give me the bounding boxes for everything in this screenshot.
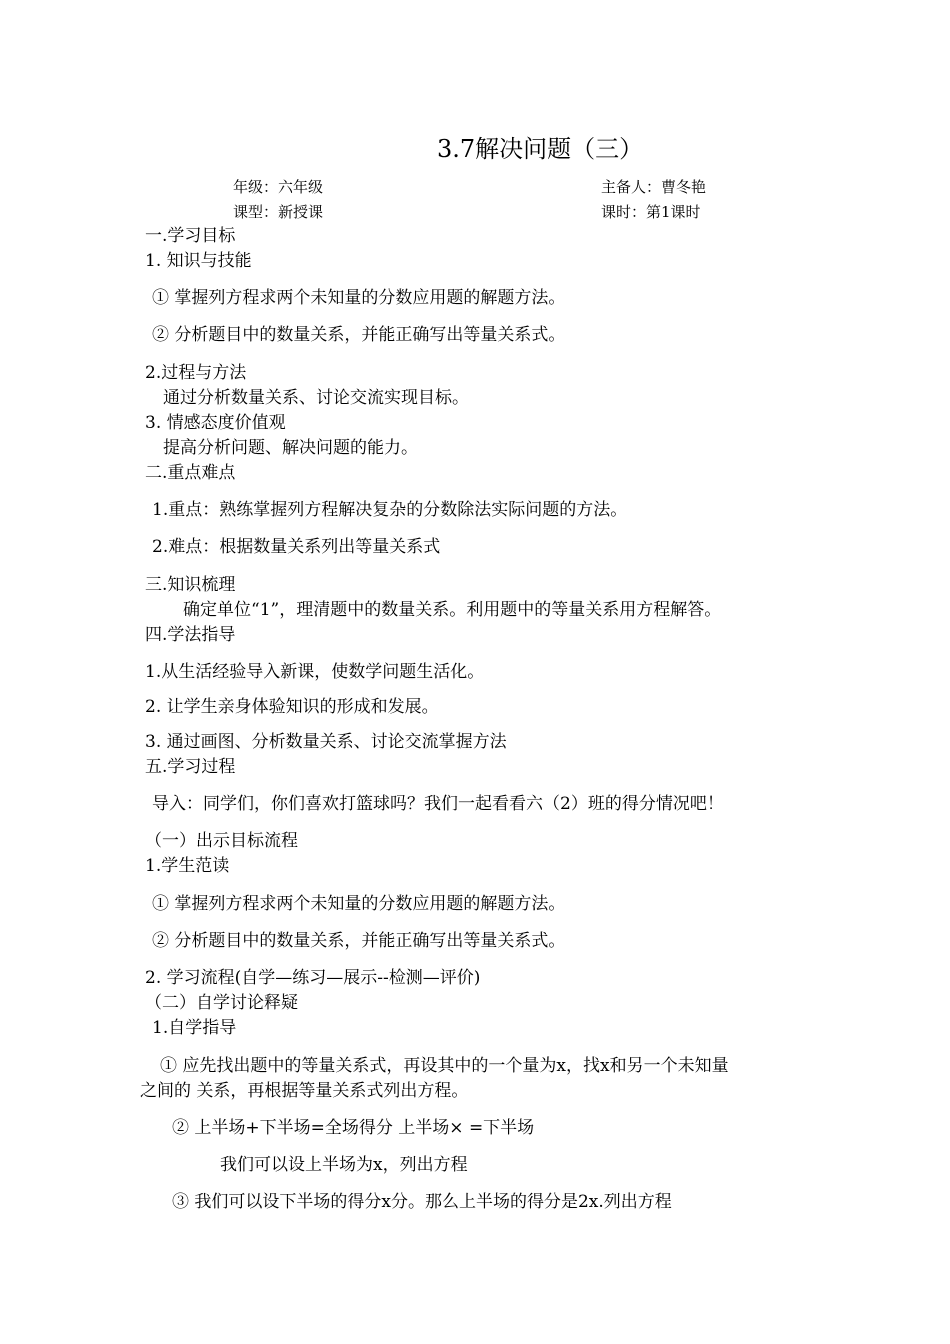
text-line: 1.学生范读 (145, 856, 230, 876)
text-line: ③ 我们可以设下半场的得分x分。那么上半场的得分是2x.列出方程 (172, 1192, 672, 1212)
text-line: 确定单位“1”，理清题中的数量关系。利用题中的等量关系用方程解答。 (183, 600, 722, 620)
meta-preparer: 主备人：曹冬艳 (601, 178, 707, 196)
text-line: 通过分析数量关系、讨论交流实现目标。 (163, 388, 469, 408)
text-line: 导入：同学们，你们喜欢打篮球吗？我们一起看看六（2）班的得分情况吧！ (152, 794, 724, 814)
text-line: 提高分析问题、解决问题的能力。 (163, 438, 418, 458)
subsection-heading: 3. 情感态度价值观 (145, 413, 286, 433)
text-line: 2. 学习流程(自学—练习—展示--检测—评价) (145, 968, 481, 988)
text-line: 3. 通过画图、分析数量关系、讨论交流掌握方法 (145, 732, 507, 752)
subsection-heading: （一）出示目标流程 (145, 831, 298, 851)
text-line: ② 上半场+下半场=全场得分 上半场× =下半场 (172, 1118, 535, 1138)
meta-period: 课时：第1课时 (601, 203, 701, 221)
text-line: ① 掌握列方程求两个未知量的分数应用题的解题方法。 (152, 288, 566, 308)
text-line: 1.自学指导 (152, 1018, 237, 1038)
text-line: ② 分析题目中的数量关系，并能正确写出等量关系式。 (152, 931, 566, 951)
text-line: 我们可以设上半场为x，列出方程 (220, 1155, 468, 1175)
section-heading: 一.学习目标 (145, 226, 236, 246)
text-line: ① 应先找出题中的等量关系式，再设其中的一个量为x，找x和另一个未知量 (160, 1056, 729, 1076)
subsection-heading: （二）自学讨论释疑 (145, 993, 298, 1013)
subsection-heading: 2.过程与方法 (145, 363, 247, 383)
text-line: ① 掌握列方程求两个未知量的分数应用题的解题方法。 (152, 894, 566, 914)
section-heading: 四.学法指导 (145, 625, 236, 645)
text-line: 2. 让学生亲身体验知识的形成和发展。 (145, 697, 439, 717)
section-heading: 二.重点难点 (145, 463, 236, 483)
meta-grade: 年级：六年级 (233, 178, 324, 196)
section-heading: 五.学习过程 (145, 757, 236, 777)
text-line: 之间的 关系，再根据等量关系式列出方程。 (140, 1081, 469, 1101)
meta-lesson-type: 课型：新授课 (233, 203, 324, 221)
section-heading: 三.知识梳理 (145, 575, 236, 595)
text-line: 2.难点：根据数量关系列出等量关系式 (152, 537, 441, 557)
text-line: 1.重点：熟练掌握列方程解决复杂的分数除法实际问题的方法。 (152, 500, 628, 520)
text-line: ② 分析题目中的数量关系，并能正确写出等量关系式。 (152, 325, 566, 345)
page-title: 3.7解决问题（三） (437, 135, 644, 163)
subsection-heading: 1. 知识与技能 (145, 251, 252, 271)
text-line: 1.从生活经验导入新课，使数学问题生活化。 (145, 662, 485, 682)
